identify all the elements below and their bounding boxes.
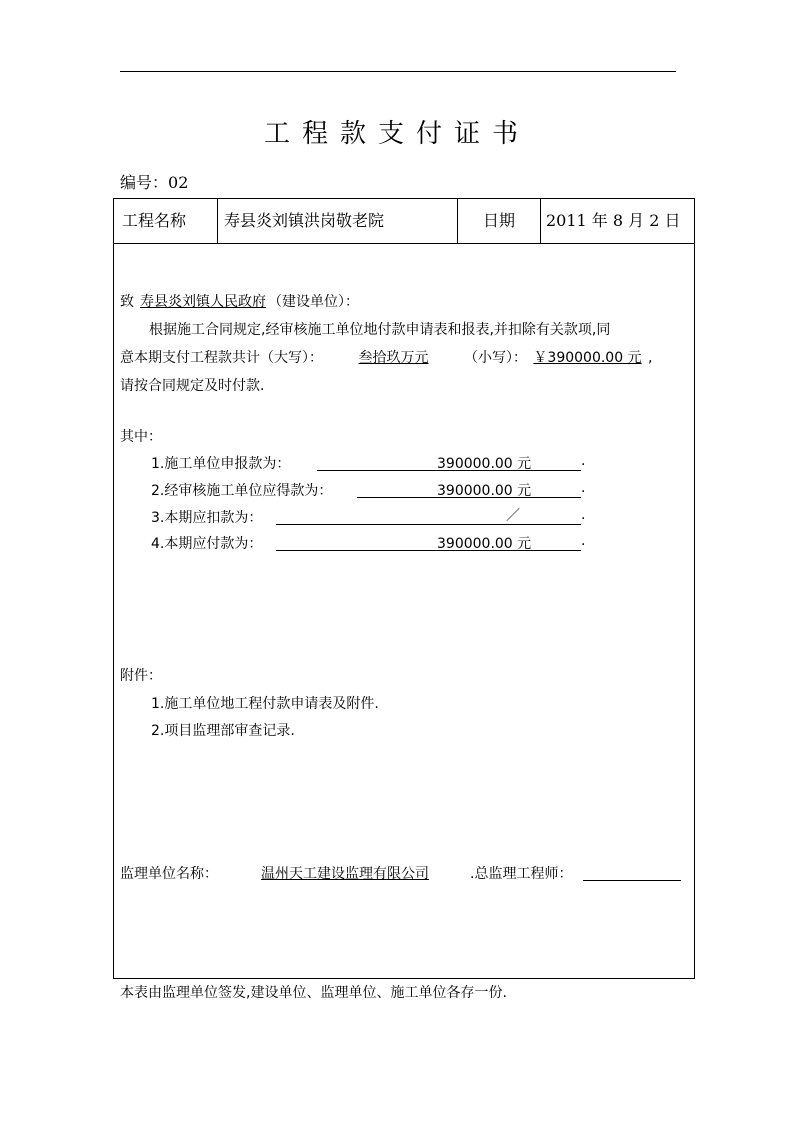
- supervisor-unit-label: 监理单位名称：: [120, 866, 218, 882]
- attachment-item: 2.项目监理部审查记录.: [151, 723, 295, 739]
- supervisor-unit-name: [240, 863, 450, 883]
- breakdown-item-end: .: [581, 480, 586, 496]
- breakdown-item-label: 2.经审核施工单位应得款为：: [151, 483, 333, 499]
- chief-engineer-label: .总监理工程师：: [470, 866, 573, 882]
- date-value: 2011 年 8 月 2 日: [540, 199, 696, 243]
- breakdown-item-end: .: [581, 453, 586, 469]
- breakdown-item-end: .: [581, 507, 586, 523]
- breakdown-item-label: 4.本期应付款为：: [151, 536, 263, 552]
- paragraph-line-2: [120, 347, 652, 367]
- supervisor-unit-value: 温州天工建设监理有限公司: [261, 866, 429, 882]
- addressee-line: [120, 291, 359, 311]
- project-name-label: 工程名称: [122, 211, 187, 230]
- breakdown-heading: 其中：: [120, 429, 162, 445]
- project-name-value: 寿县炎刘镇洪岗敬老院: [217, 199, 457, 243]
- amount-figures: ￥390000.00 元: [533, 350, 642, 366]
- attachment-item: 1.施工单位地工程付款申请表及附件.: [151, 696, 379, 712]
- serial-label: 编号：: [120, 173, 169, 192]
- recipient-suffix: （建设单位）：: [268, 294, 359, 310]
- para-comma: ,: [648, 350, 653, 366]
- serial-value: 02: [168, 173, 189, 192]
- figures-label: （小写）：: [464, 350, 527, 366]
- paragraph-line-3: 请按合同规定及时付款.: [120, 378, 265, 394]
- paragraph-line-1: 根据施工合同规定,经审核施工单位地付款申请表和报表,并扣除有关款项,同: [149, 322, 611, 338]
- amount-words: 叁拾玖万元: [358, 350, 429, 366]
- breakdown-item-underline: [276, 524, 581, 525]
- header-row: [114, 199, 694, 244]
- footer-note: 本表由监理单位签发,建设单位、监理单位、施工单位各存一份.: [120, 985, 507, 1001]
- breakdown-item-value: 390000.00 元: [437, 456, 532, 472]
- total-words-label: 意本期支付工程款共计（大写）：: [120, 350, 323, 366]
- document-title: 工程款支付证书: [263, 119, 530, 149]
- breakdown-item-label: 1.施工单位申报款为：: [151, 456, 291, 472]
- breakdown-item-underline: [276, 550, 581, 551]
- breakdown-item-value: 390000.00 元: [437, 483, 532, 499]
- serial-number: [120, 170, 188, 193]
- breakdown-item-value: 390000.00 元: [437, 536, 532, 552]
- top-rule: [120, 71, 676, 72]
- date-label: 日期: [457, 199, 540, 243]
- breakdown-item-value: ／: [506, 508, 520, 524]
- breakdown-item-end: .: [581, 533, 586, 549]
- to-prefix: 致: [120, 294, 134, 310]
- certificate-table: [113, 198, 695, 979]
- chief-engineer-signature-line: [583, 880, 681, 881]
- recipient-name: 寿县炎刘镇人民政府: [140, 294, 266, 310]
- breakdown-item-label: 3.本期应扣款为：: [151, 510, 263, 526]
- attachments-heading: 附件：: [120, 668, 162, 684]
